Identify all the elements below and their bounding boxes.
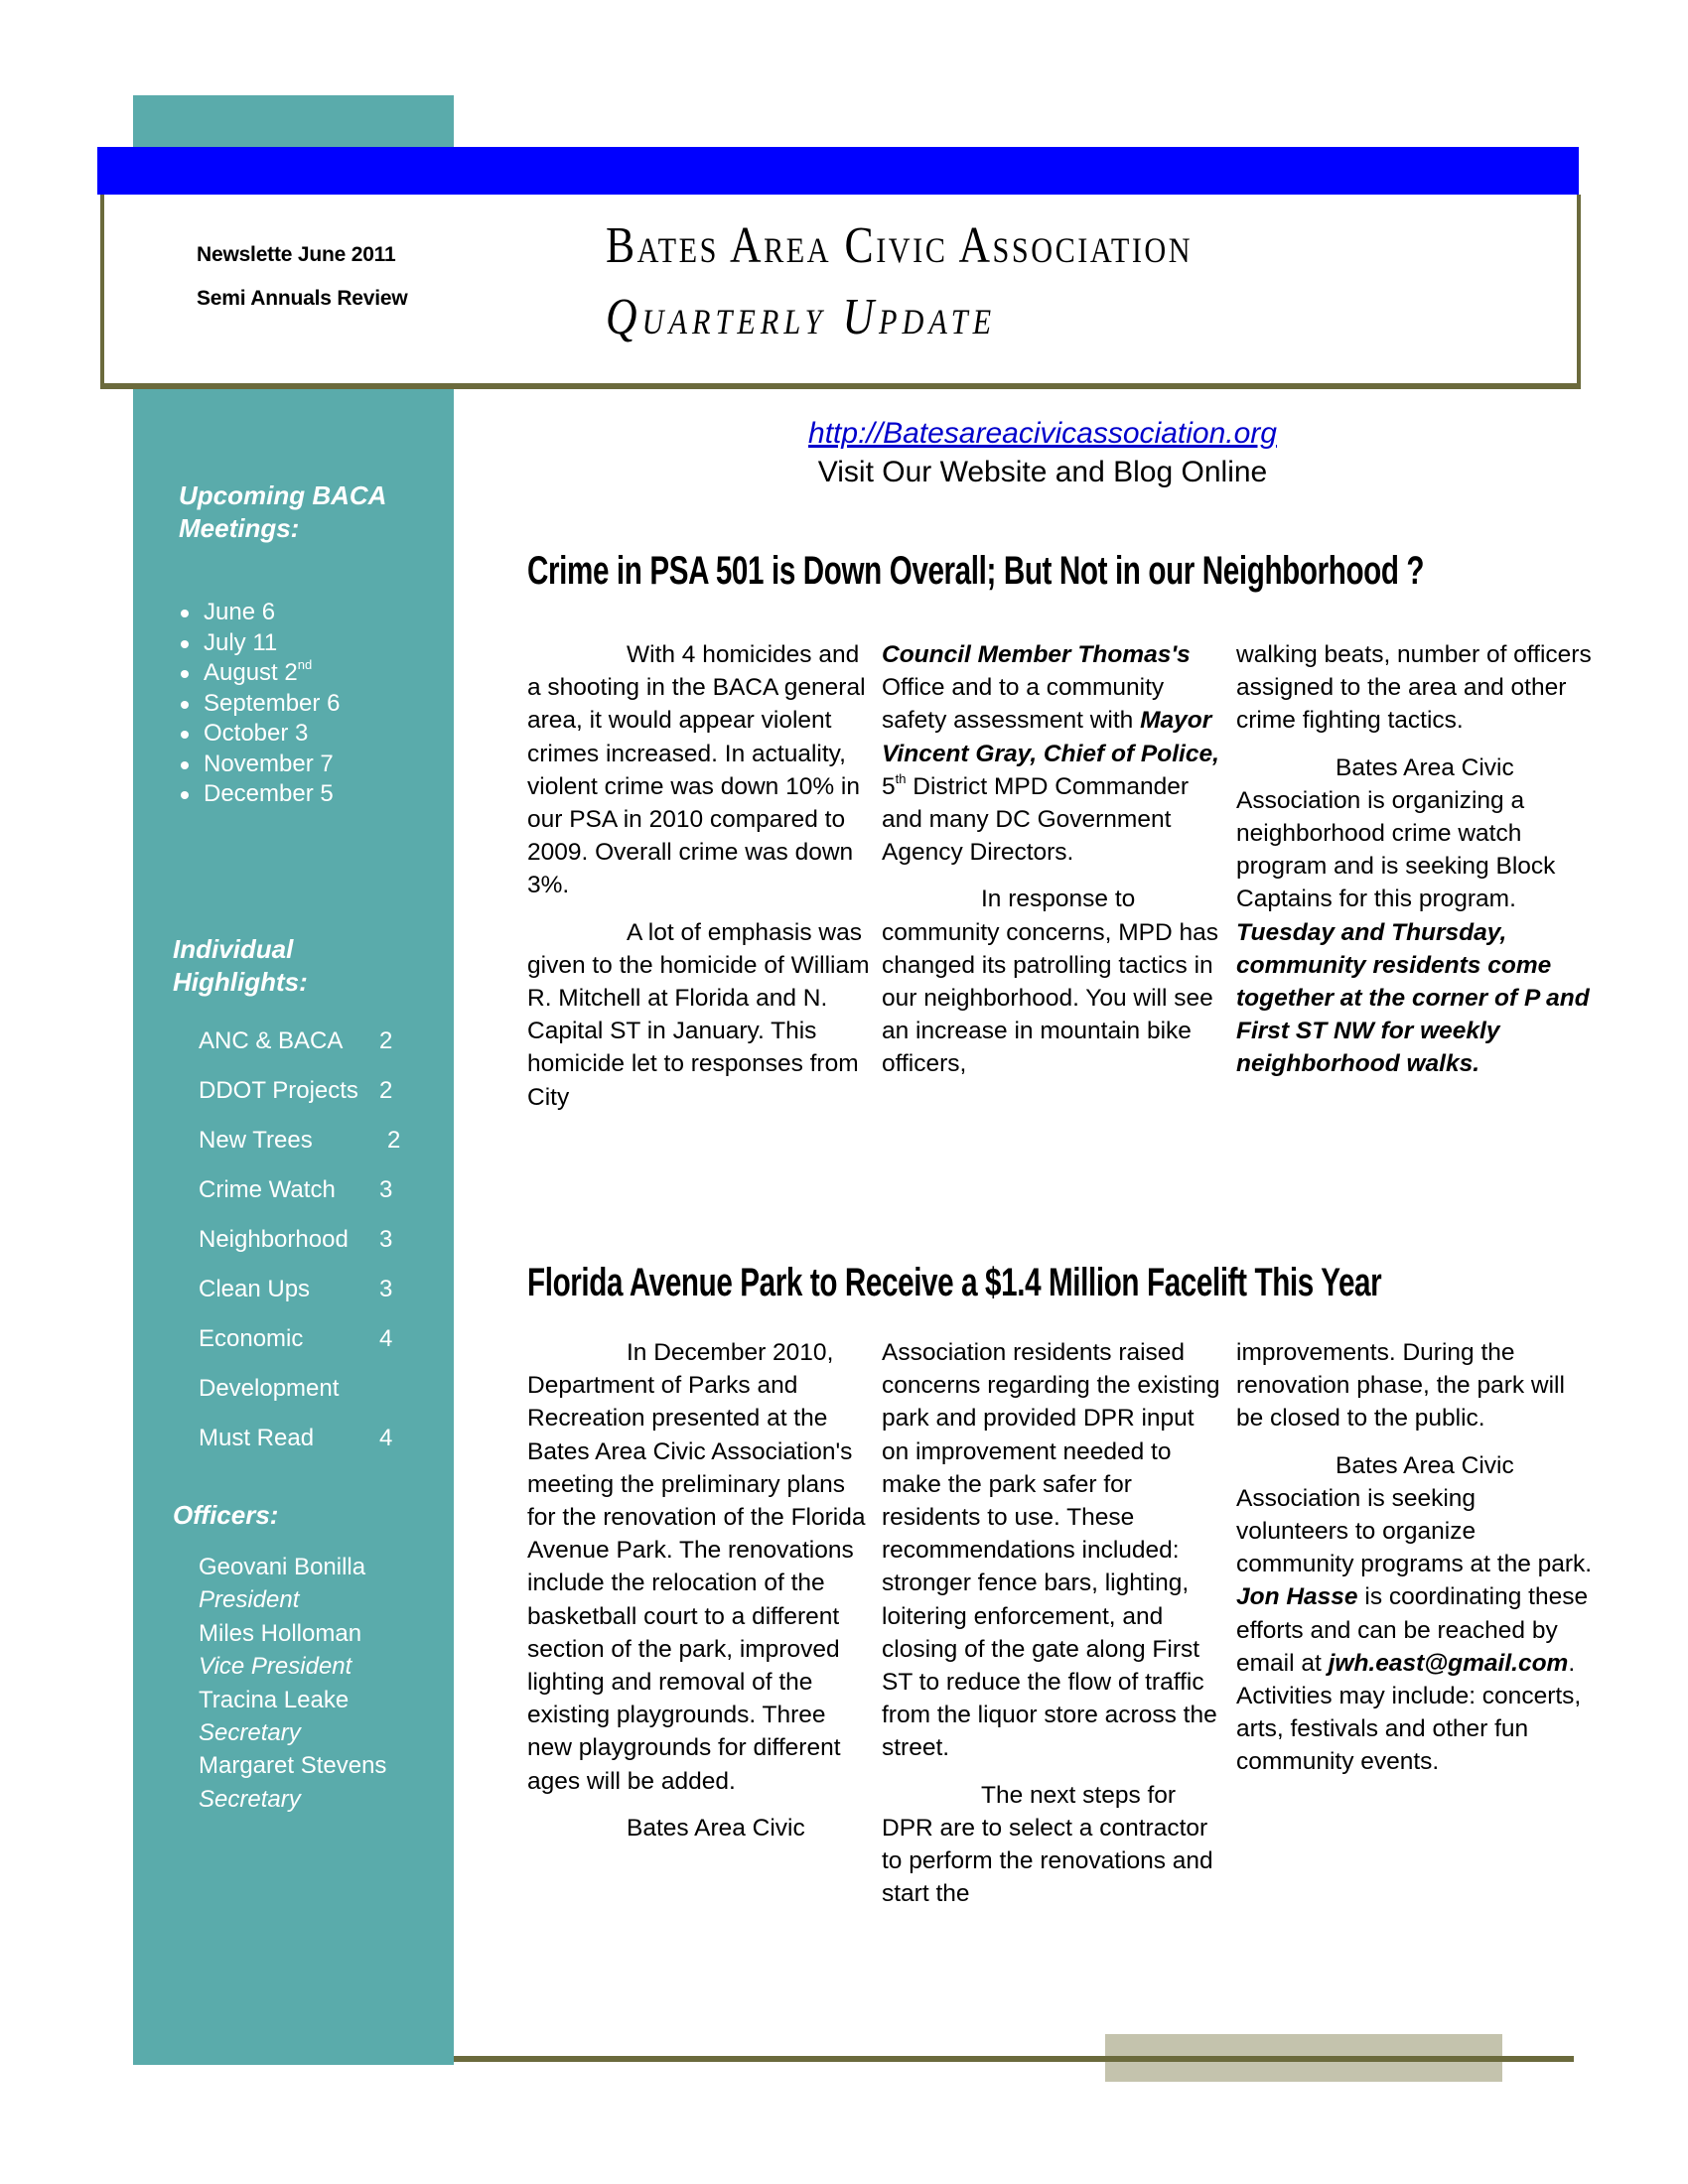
officer-name: Geovani Bonilla (199, 1554, 366, 1580)
paragraph: In December 2010, Department of Parks and Recreation presented at the Bates Area Civic Association's meeting the preliminary plans for the renovation of the Florida Avenue Park. The renovations include the relocation of the basketball court to a different section of the park, improved lighting and removal of the existing playgrounds. Three new playgrounds for different ages will be added. (527, 1339, 866, 1795)
meetings-list (179, 598, 340, 810)
officer-role: Secretary (199, 1719, 301, 1747)
article-2-column-3 (1236, 1336, 1594, 1793)
meeting-item: June 6 (179, 598, 340, 628)
footer-rule-overlay (1105, 2056, 1502, 2062)
website-tagline: Visit Our Website and Blog Online (817, 456, 1268, 488)
paragraph: walking beats, number of officers assigned to the area and other crime fighting tactics. (1236, 641, 1592, 735)
highlight-page-number: 3 (379, 1226, 393, 1253)
paragraph: A lot of emphasis was given to the homicide of William R. Mitchell at Florida and N. Capital ST in January. This homicide let to responses from City (527, 918, 870, 1111)
header-banner-bar (97, 147, 1579, 195)
article-2-column-2 (882, 1336, 1224, 1924)
highlight-item[interactable]: Economic 4 (199, 1325, 393, 1352)
article-1-headline: Crime in PSA 501 is Down Overall; But Not in our Neighborhood ? (527, 549, 1425, 593)
highlight-page-number: 2 (379, 1027, 393, 1054)
paragraph: Council Member Thomas's Office and to a community safety assessment with Mayor Vincent Gray, Chief of Police, 5th District MPD Commander and many DC Government Agency Directors. (882, 641, 1219, 867)
officers-heading: Officers: (173, 1500, 279, 1530)
contact-email[interactable]: jwh.east@gmail.com (1328, 1649, 1569, 1677)
highlights-heading-line-1: Individual (173, 934, 294, 964)
paragraph: improvements. During the renovation phase, the park will be closed to the public. (1236, 1339, 1565, 1433)
highlight-item[interactable]: Crime Watch 3 (199, 1176, 393, 1203)
highlight-page-number: 3 (379, 1176, 393, 1203)
highlight-item[interactable]: Clean Ups 3 (199, 1276, 393, 1302)
paragraph: The next steps for DPR are to select a contractor to perform the renovations and start the (882, 1781, 1213, 1908)
highlights-heading (173, 933, 308, 999)
meetings-heading-line-1: Upcoming BACA (179, 480, 387, 510)
officer-name: Margaret Stevens (199, 1752, 387, 1780)
highlight-page-number: 3 (379, 1276, 393, 1302)
highlights-list (199, 1027, 427, 1474)
article-1-column-2 (882, 638, 1224, 1095)
highlight-item[interactable]: Must Read 4 (199, 1425, 393, 1451)
meeting-item: September 6 (179, 689, 340, 720)
highlight-item[interactable]: ANC & BACA 2 (199, 1027, 393, 1054)
highlight-page-number: 2 (387, 1127, 401, 1154)
paragraph: In response to community concerns, MPD has changed its patrolling tactics in our neighborhood. You will see an increase in mountain bike officers, (882, 886, 1219, 1078)
website-link[interactable]: http://Batesareacivicassociation.org (808, 417, 1277, 450)
highlight-page-number: 4 (379, 1425, 393, 1451)
meeting-item: October 3 (179, 719, 340, 750)
officer-role: Vice President (199, 1653, 352, 1681)
highlight-item[interactable]: Neighborhood 3 (199, 1226, 393, 1253)
paragraph: Association residents raised concerns regarding the existing park and provided DPR input on improvement needed to make the park safer for residents to use. These recommendations included: stronger fence bars, lighting, loitering enforcement, and closing of the gate along First ST to reduce the flow of traffic from the liquor store across the street. (882, 1339, 1220, 1762)
highlight-item[interactable]: New Trees 2 (199, 1127, 401, 1154)
paragraph: Bates Area Civic Association is seeking volunteers to organize community programs at the park. Jon Hasse is coordinating these efforts and can be reached by email at jwh.east@gmail.com. Activities may include: concerts, arts, festivals and other fun community events. (1236, 1451, 1593, 1776)
highlight-item[interactable]: Development (199, 1375, 340, 1402)
paragraph: Bates Area Civic (627, 1814, 805, 1842)
highlights-heading-line-2: Highlights: (173, 967, 308, 997)
article-2-headline: Florida Avenue Park to Receive a $1.4 Million Facelift This Year (527, 1261, 1382, 1304)
meetings-heading (179, 479, 386, 545)
paragraph: Bates Area Civic Association is organizing a neighborhood crime watch program and is seeking Block Captains for this program. Tuesday and Thursday, community residents come together at the corner of P and First ST NW for weekly neighborhood walks. (1236, 753, 1590, 1078)
article-1-column-3 (1236, 638, 1594, 1095)
meetings-heading-line-2: Meetings: (179, 513, 300, 543)
issue-date: Newslette June 2011 (197, 243, 396, 266)
meeting-item: December 5 (179, 779, 340, 810)
contact-name: Jon Hasse (1236, 1583, 1358, 1611)
meeting-item: July 11 (179, 628, 340, 659)
officer-name: Miles Holloman (199, 1619, 362, 1647)
newsletter-title: Bates Area Civic Association (606, 217, 1194, 274)
highlight-page-number: 2 (379, 1077, 393, 1104)
officers-list (199, 1551, 386, 1816)
paragraph: With 4 homicides and a shooting in the BACA general area, it would appear violent crimes increased. In actuality, violent crime was down 10% in our PSA in 2010 compared to 2009. Overall crime was down 3%. (527, 641, 866, 899)
newsletter-subtitle: Quarterly Update (606, 289, 997, 345)
officer-role: President (199, 1586, 300, 1614)
meeting-item: August 2nd (179, 658, 340, 689)
issue-subtitle: Semi Annuals Review (197, 287, 408, 310)
article-2-column-1 (527, 1336, 870, 1858)
article-1-column-1 (527, 638, 870, 1128)
highlight-item[interactable]: DDOT Projects 2 (199, 1077, 393, 1104)
meeting-item: November 7 (179, 750, 340, 780)
officer-name: Tracina Leake (199, 1686, 350, 1713)
highlight-page-number: 4 (379, 1325, 393, 1352)
officer-role: Secretary (199, 1785, 301, 1813)
